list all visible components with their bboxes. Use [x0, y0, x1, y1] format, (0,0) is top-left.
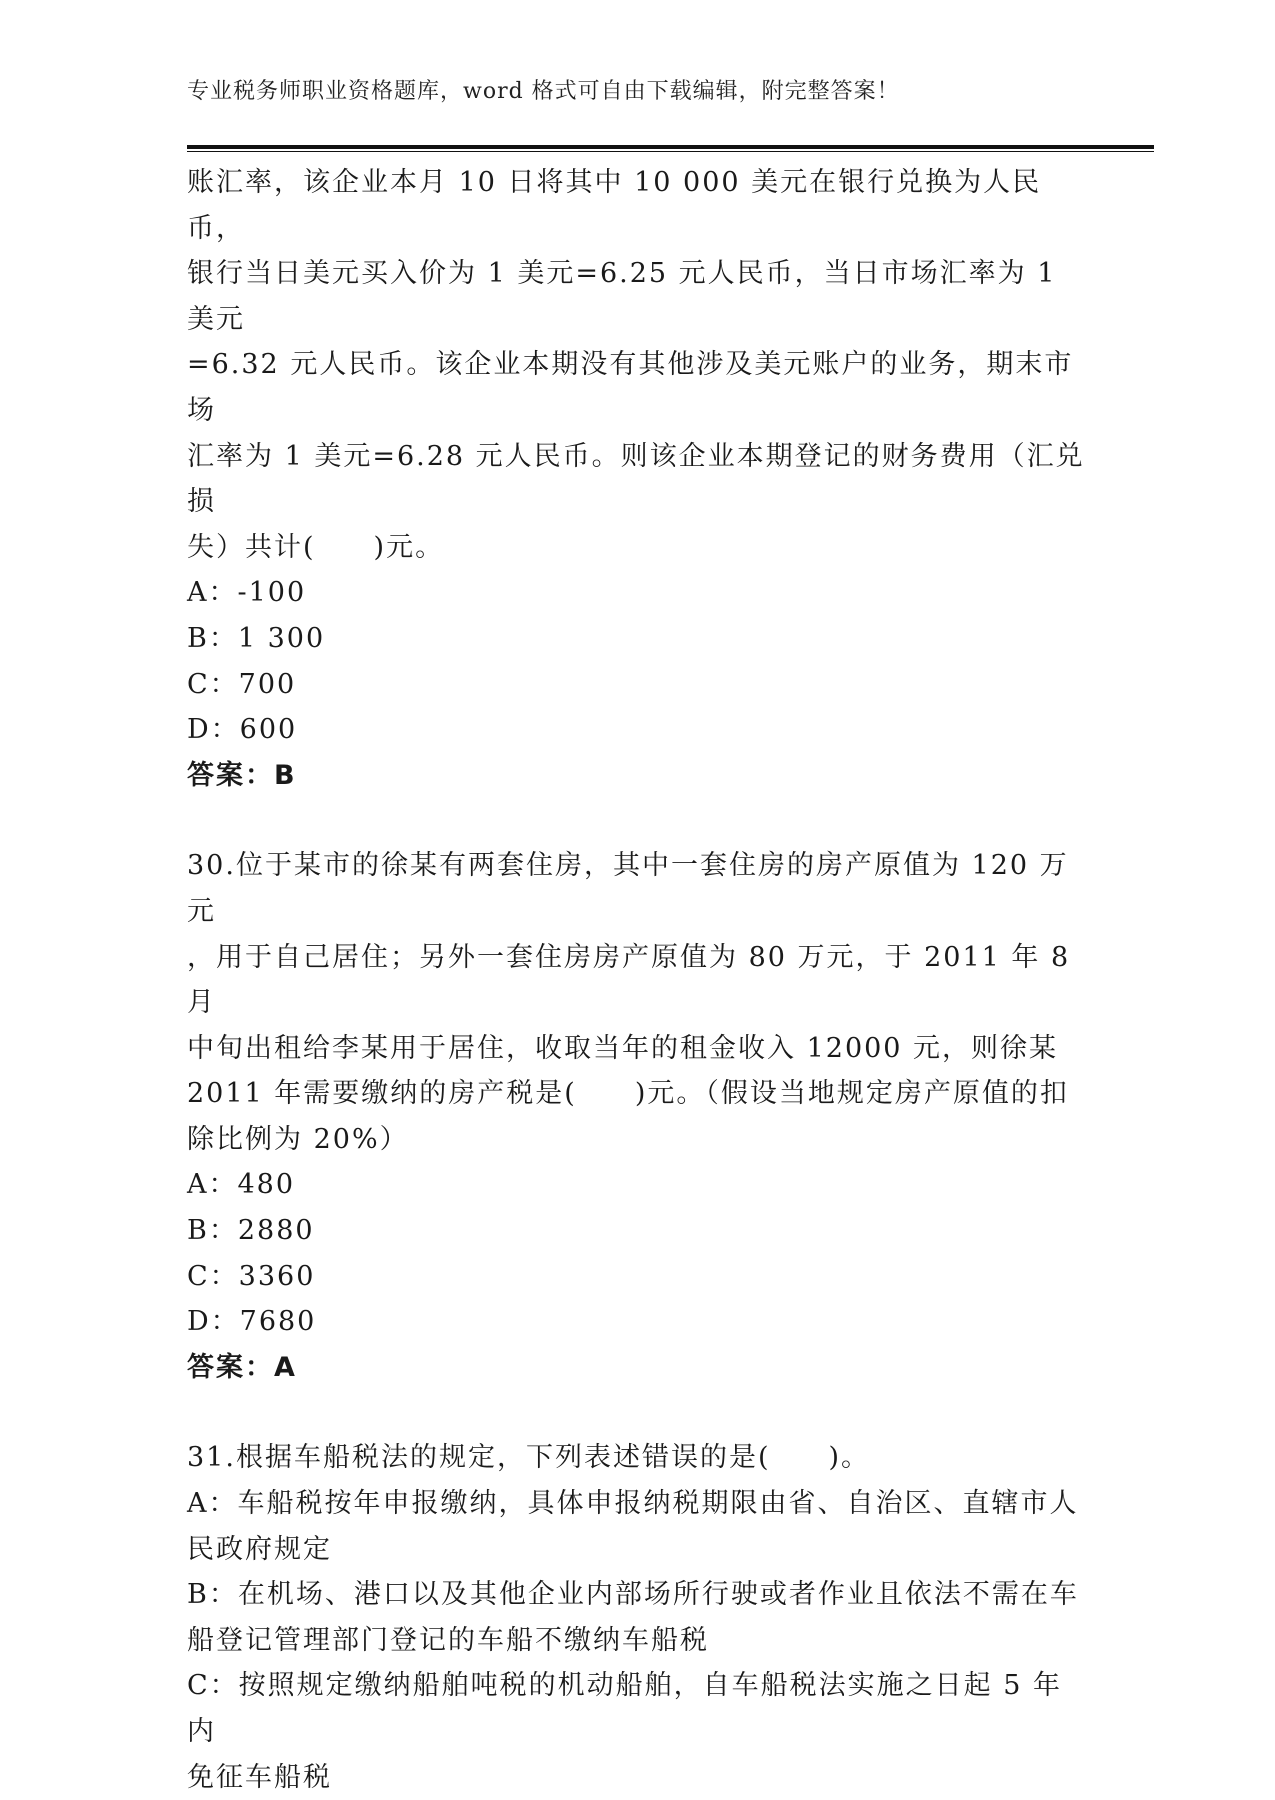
- spacer: [187, 1390, 1087, 1435]
- option-line: B：在机场、港口以及其他企业内部场所行驶或者作业且依法不需在车: [187, 1579, 1079, 1611]
- option-c: C：700: [187, 668, 297, 700]
- question-stem-line: 31.根据车船税法的规定，下列表述错误的是( )。: [187, 1442, 871, 1474]
- question-31: [187, 1435, 1087, 1800]
- question-stem-line: 除比例为 20%）: [187, 1123, 409, 1155]
- page-header: 专业税务师职业资格题库，word 格式可自由下载编辑，附完整答案！: [187, 79, 900, 104]
- option-line: 免征车船税: [187, 1761, 332, 1793]
- spacer: [187, 798, 1087, 843]
- question-stem-line: ，用于自己居住；另外一套住房房产原值为 80 万元，于 2011 年 8 月: [187, 941, 1071, 1019]
- option-line: 民政府规定: [187, 1533, 332, 1565]
- option-c: C：3360: [187, 1260, 316, 1292]
- question-stem-line: 失）共计( )元。: [187, 531, 445, 563]
- option-b: B：2880: [187, 1215, 315, 1247]
- option-a: A：480: [187, 1169, 296, 1201]
- question-stem-line: 30.位于某市的徐某有两套住房，其中一套住房的房产原值为 120 万元: [187, 850, 1069, 927]
- question-30: [187, 843, 1087, 1390]
- option-d: D：7680: [187, 1306, 317, 1338]
- question-content: [187, 160, 1087, 1800]
- option-line: C：按照规定缴纳船舶吨税的机动船舶，自车船税法实施之日起 5 年内: [187, 1670, 1063, 1747]
- question-stem-line: 2011 年需要缴纳的房产税是( )元。（假设当地规定房产原值的扣: [187, 1078, 1069, 1110]
- option-line: A：车船税按年申报缴纳，具体申报纳税期限由省、自治区、直辖市人: [187, 1488, 1079, 1520]
- option-line: 船登记管理部门登记的车船不缴纳车船税: [187, 1624, 709, 1656]
- answer-line: 答案：B: [187, 759, 297, 791]
- question-stem-line: 账汇率，该企业本月 10 日将其中 10 000 美元在银行兑换为人民币，: [187, 167, 1042, 244]
- question-stem-line: =6.32 元人民币。该企业本期没有其他涉及美元账户的业务，期末市场: [187, 349, 1074, 426]
- header-rule-thin: [187, 151, 1154, 152]
- option-b: B：1 300: [187, 622, 326, 654]
- header-rule-thick: [187, 145, 1154, 149]
- option-a: A：-100: [187, 577, 307, 609]
- question-stem-line: 汇率为 1 美元=6.28 元人民币。则该企业本期登记的财务费用（汇兑损: [187, 440, 1085, 518]
- answer-line: 答案：A: [187, 1351, 297, 1383]
- question-stem-line: 中旬出租给李某用于居住，收取当年的租金收入 12000 元，则徐某: [187, 1032, 1059, 1064]
- question-stem-line: 银行当日美元买入价为 1 美元=6.25 元人民币，当日市场汇率为 1 美元: [187, 258, 1057, 335]
- option-d: D：600: [187, 714, 298, 746]
- question-29: [187, 160, 1087, 798]
